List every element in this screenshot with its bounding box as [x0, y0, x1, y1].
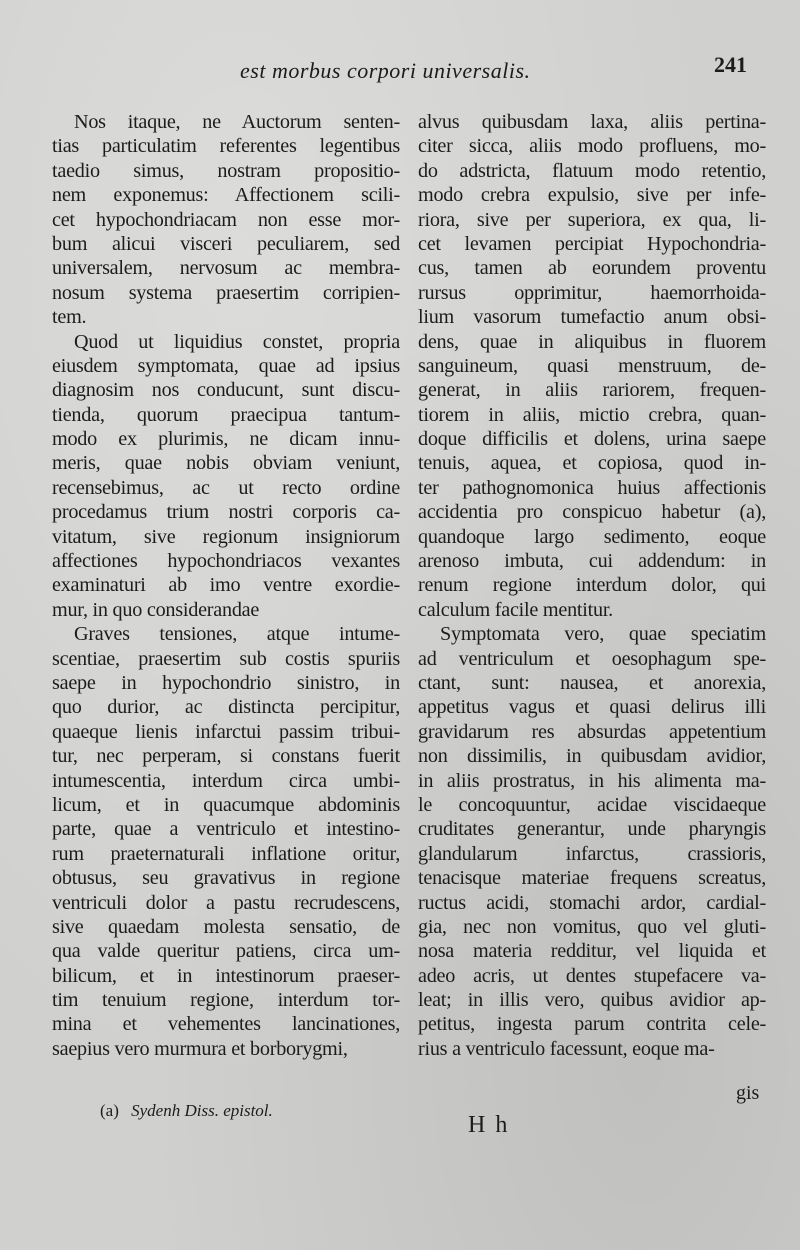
footnote-text: Sydenh Diss. epistol. — [131, 1101, 273, 1120]
text-line: renum regione interdum dolor, qui — [418, 574, 766, 597]
text-line: modo crebra expulsio, sive per infe- — [418, 184, 766, 207]
page-number: 241 — [714, 52, 747, 77]
text-line: scentiae, praesertim sub costis spuriis — [52, 647, 400, 670]
text-line: quo durior, ac distincta percipitur, — [52, 696, 400, 719]
text-line: riora, sive per superiora, ex qua, li- — [418, 208, 766, 231]
text-line: ter pathognomonica huius affectionis — [418, 476, 766, 499]
text-line: taedio simus, nostram propositio- — [52, 159, 400, 182]
text-line: cet levamen percipiat Hypochondria- — [418, 232, 766, 255]
text-line: meris, quae nobis obviam veniunt, — [52, 452, 400, 475]
text-line: cet hypochondriacam non esse mor- — [52, 208, 400, 231]
text-line: universalem, nervosum ac membra- — [52, 257, 400, 280]
text-line: sive quaedam molesta sensatio, de — [52, 915, 400, 938]
text-line: rursus opprimitur, haemorrhoida- — [418, 281, 766, 304]
text-line: tim tenuium regione, interdum tor- — [52, 989, 400, 1012]
text-line: gia, nec non vomitus, quo vel gluti- — [418, 915, 766, 938]
text-line: quaeque lienis infarctui passim tribui- — [52, 720, 400, 743]
text-line: saepius vero murmura et borborygmi, — [52, 1037, 348, 1060]
text-line: saepe in hypochondrio sinistro, in — [52, 671, 400, 694]
text-line: bilicum, et in intestinorum praeser- — [52, 964, 400, 987]
text-line: obtusus, seu gravativus in regione — [52, 867, 400, 890]
text-line: ructus acidi, stomachi ardor, cardial- — [418, 891, 766, 914]
text-line: Quod ut liquidius constet, propria — [74, 330, 400, 353]
text-line: cruditates generantur, unde pharyngis — [418, 818, 766, 841]
text-line: adeo acris, ut dentes stupefacere va- — [418, 964, 766, 987]
text-line: appetitus vagus et quasi delirus illi — [418, 696, 766, 719]
printer-signature: H h — [468, 1112, 510, 1138]
text-line: recensebimus, ac ut recto ordine — [52, 476, 400, 499]
text-line: nem exponemus: Affectionem scili- — [52, 184, 400, 207]
text-line: Nos itaque, ne Auctorum senten- — [74, 111, 400, 133]
text-line: calculum facile mentitur. — [418, 598, 613, 621]
text-line: lium vasorum tumefactio anum obsi- — [418, 306, 766, 329]
text-line: parte, quae a ventriculo et intestino- — [52, 818, 400, 841]
text-line: accidentia pro conspicuo habetur (a), — [418, 501, 766, 524]
text-line: cus, tamen ab eorundem proventu — [418, 257, 766, 280]
text-line: tias particulatim referentes legentibus — [52, 135, 400, 158]
text-line: nosum systema praesertim corripien- — [52, 281, 400, 304]
left-text-column — [52, 110, 400, 1061]
text-line: le concoquuntur, acidae viscidaeque — [418, 793, 766, 816]
text-line: nosa materia redditur, vel liquida et — [418, 940, 766, 963]
text-line: bum alicui visceri peculiarem, sed — [52, 232, 400, 255]
text-line: leat; in illis vero, quibus avidior ap- — [418, 989, 766, 1012]
text-line: tienda, quorum praecipua tantum- — [52, 403, 400, 426]
text-line: tenuis, aquea, et copiosa, quod in- — [418, 452, 766, 475]
right-text-column — [418, 110, 766, 1061]
text-line: rum praeternaturali inflatione oritur, — [52, 842, 400, 865]
text-line: modo ex plurimis, ne dicam innu- — [52, 428, 400, 451]
running-head: est morbus corpori universalis. — [240, 58, 531, 83]
text-line: procedamus trium nostri corporis ca- — [52, 501, 400, 524]
text-line: ctant, sunt: nausea, et anorexia, — [418, 671, 766, 694]
text-line: arenoso imbuta, cui addendum: in — [418, 550, 766, 573]
text-line: generat, in aliis rariorem, frequen- — [418, 379, 766, 402]
text-line: non dissimilis, in quibusdam avidior, — [418, 745, 766, 768]
text-line: citer sicca, aliis modo profluens, mo- — [418, 135, 766, 158]
text-line: mur, in quo considerandae — [52, 598, 260, 621]
text-line: alvus quibusdam laxa, aliis pertina- — [418, 111, 766, 133]
text-line: qua valde queritur patiens, circa um- — [52, 940, 400, 963]
text-line: mina et vehementes lancinationes, — [52, 1013, 400, 1036]
text-line: Graves tensiones, atque intume- — [74, 623, 400, 646]
text-line: doque difficilis et dolens, urina saepe — [418, 428, 766, 451]
text-line: tem. — [52, 306, 87, 329]
text-line: rius a ventriculo facessunt, eoque ma- — [418, 1037, 715, 1060]
text-line: glandularum infarctus, crassioris, — [418, 842, 766, 865]
text-line: ad ventriculum et oesophagum spe- — [418, 647, 766, 670]
text-line: do adstricta, flatuum modo retentio, — [418, 159, 766, 182]
text-line: affectiones hypochondriacos vexantes — [52, 550, 400, 573]
text-line: examinaturi ab imo ventre exordie- — [52, 574, 400, 597]
text-line: dens, quae in aliquibus in fluorem — [418, 330, 766, 353]
text-line: eiusdem symptomata, quae ad ipsius — [52, 354, 400, 377]
text-line: sanguineum, quasi menstruum, de- — [418, 354, 766, 377]
text-line: tenacisque materiae frequens screatus, — [418, 867, 766, 890]
catchword: gis — [736, 1082, 760, 1104]
text-line: vitatum, sive regionum insigniorum — [52, 525, 400, 548]
text-line: Symptomata vero, quae speciatim — [440, 623, 766, 646]
footnote — [100, 1101, 273, 1121]
text-line: intumescentia, interdum circa umbi- — [52, 769, 400, 792]
text-line: in aliis prostratus, in his alimenta ma- — [418, 769, 766, 792]
text-line: quandoque largo sedimento, eoque — [418, 525, 766, 548]
text-line: diagnosim nos conducunt, sunt discu- — [52, 379, 400, 402]
text-line: petitus, ingesta parum contrita cele- — [418, 1013, 766, 1036]
text-line: tur, nec perperam, si constans fuerit — [52, 745, 400, 768]
footnote-mark: (a) — [100, 1101, 119, 1120]
text-line: tiorem in aliis, mictio crebra, quan- — [418, 403, 766, 426]
text-line: gravidarum res absurdas appetentium — [418, 720, 766, 743]
text-line: ventriculi dolor a pastu recrudescens, — [52, 891, 400, 914]
text-line: licum, et in quacumque abdominis — [52, 793, 400, 816]
